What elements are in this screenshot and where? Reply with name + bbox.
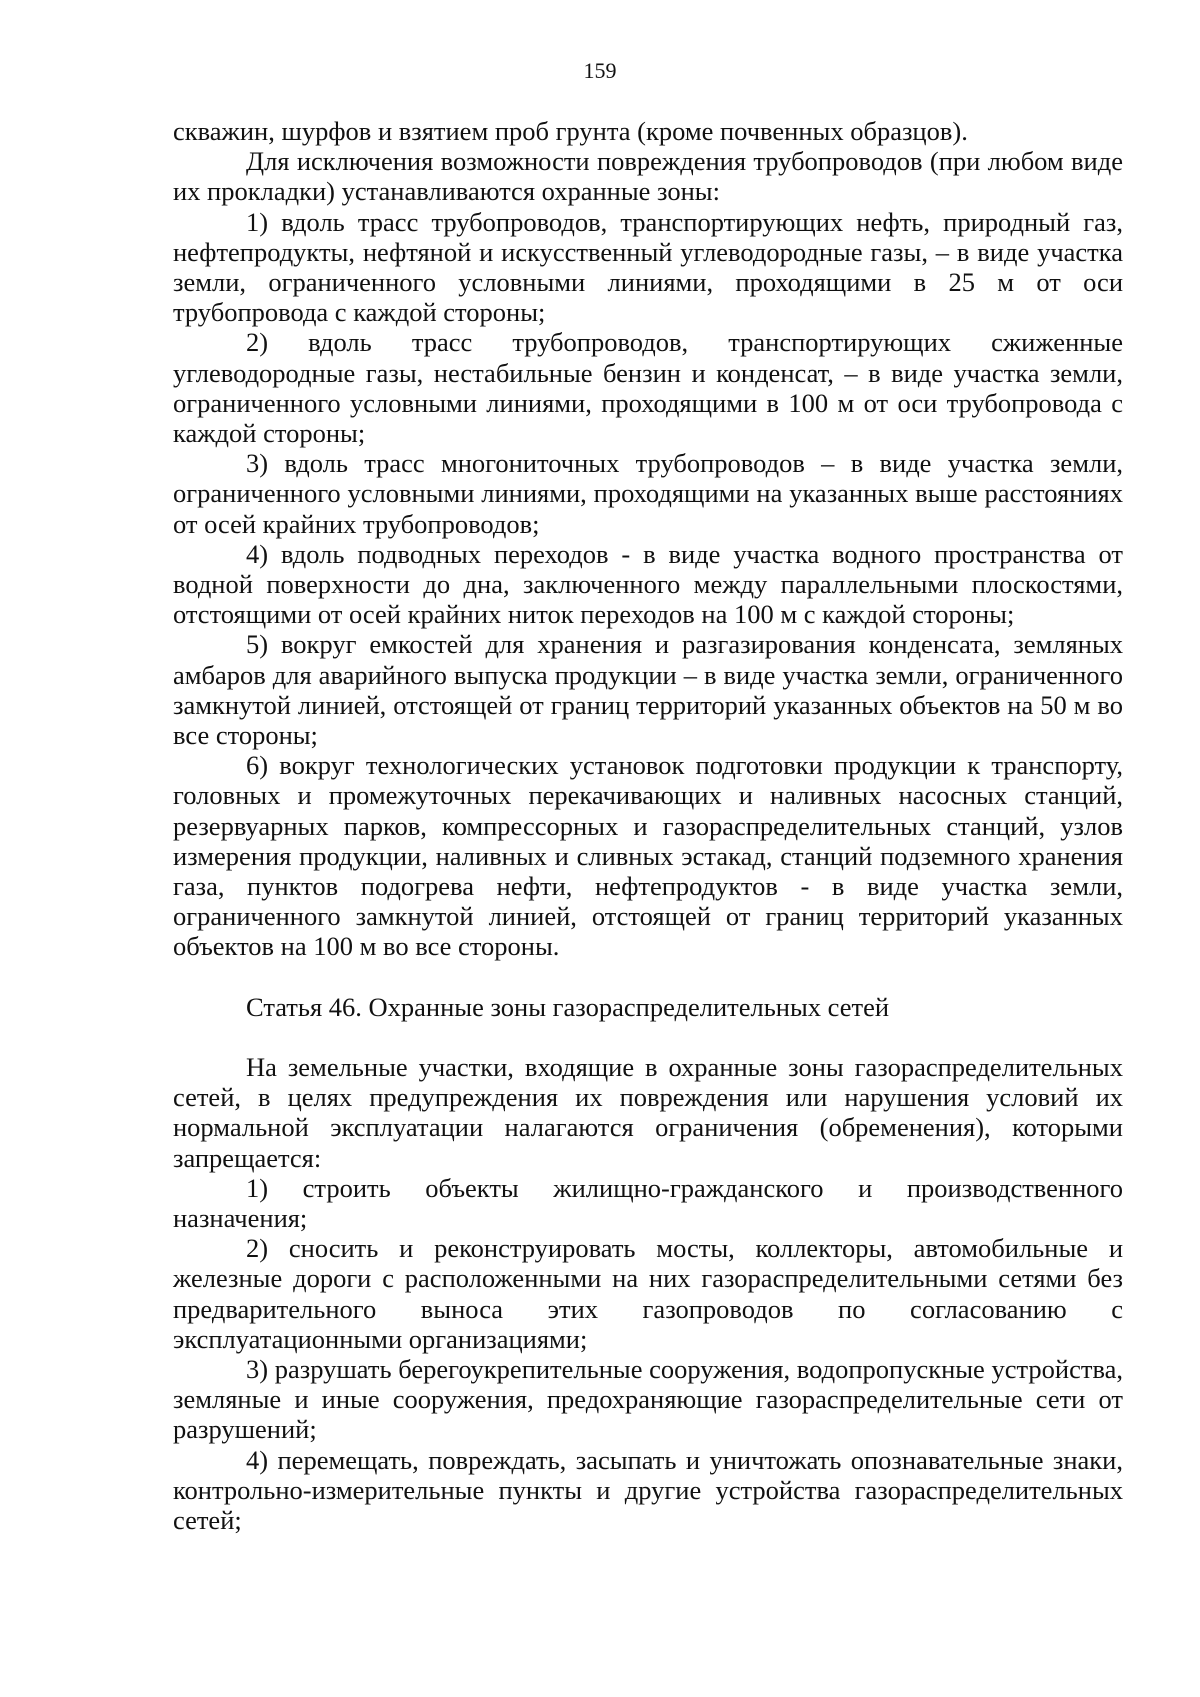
list-item: 2) сносить и реконструировать мосты, коллекторы, автомобильные и железные дороги с расположенными на них газораспределительными сетями без предварительного выноса этих газопроводов по согласованию с эксплуатационными организациями; — [173, 1233, 1123, 1354]
list-item: 3) разрушать берегоукрепительные сооружения, водопропускные устройства, земляные и иные сооружения, предохраняющие газораспределительные сети от разрушений; — [173, 1353, 1123, 1445]
list-item: 5) вокруг емкостей для хранения и разгазирования конденсата, земляных амбаров для аварийного выпуска продукции – в виде участка земли, ограниченного замкнутой линией, отстоящей от границ территорий указанных объектов на 50 м во все стороны; — [173, 629, 1123, 751]
paragraph: скважин, шурфов и взятием проб грунта (кроме почвенных образцов). — [173, 116, 968, 146]
document-body — [173, 116, 1123, 1535]
page-number: 159 — [583, 58, 617, 83]
list-item: 3) вдоль трасс многониточных трубопроводов – в виде участка земли, ограниченного условными линиями, проходящими на указанных выше расстояниях от осей крайних трубопроводов; — [173, 448, 1123, 539]
list-item: 1) строить объекты жилищно-гражданского и производственного назначения; — [173, 1172, 1123, 1233]
paragraph: Для исключения возможности повреждения трубопроводов (при любом виде их прокладки) устанавливаются охранные зоны: — [173, 146, 1123, 207]
list-item: 2) вдоль трасс трубопроводов, транспортирующих сжиженные углеводородные газы, нестабильные бензин и конденсат, – в виде участка земли, ограниченного условными линиями, проходящими в 100 м от оси трубопровода с каждой стороны; — [173, 327, 1123, 449]
article-heading: Статья 46. Охранные зоны газораспределительных сетей — [246, 991, 890, 1022]
paragraph: На земельные участки, входящие в охранные зоны газораспределительных сетей, в целях предупреждения их повреждения или нарушения условий их нормальной эксплуатации налагаются ограничения (обременения), которыми запрещается: — [173, 1051, 1123, 1173]
list-item: 1) вдоль трасс трубопроводов, транспортирующих нефть, природный газ, нефтепродукты, нефтяной и искусственный углеводородные газы, – в виде участка земли, ограниченного условными линиями, проходящими в 25 м от оси трубопровода с каждой стороны; — [173, 206, 1123, 328]
list-item: 4) перемещать, повреждать, засыпать и уничтожать опознавательные знаки, контрольно-измерительные пункты и другие устройства газораспределительных сетей; — [173, 1444, 1123, 1535]
list-item: 6) вокруг технологических установок подготовки продукции к транспорту, головных и промежуточных перекачивающих и наливных насосных станций, резервуарных парков, компрессорных и газораспределительных станций, узлов измерения продукции, наливных и сливных эстакад, станций подземного хранения газа, пунктов подогрева нефти, нефтепродуктов - в виде участка земли, ограниченного замкнутой линией, отстоящей от границ территорий указанных объектов на 100 м во все стороны. — [173, 750, 1123, 962]
list-item: 4) вдоль подводных переходов - в виде участка водного пространства от водной поверхности до дна, заключенного между параллельными плоскостями, отстоящими от осей крайних ниток переходов на 100 м с каждой стороны; — [173, 538, 1123, 630]
